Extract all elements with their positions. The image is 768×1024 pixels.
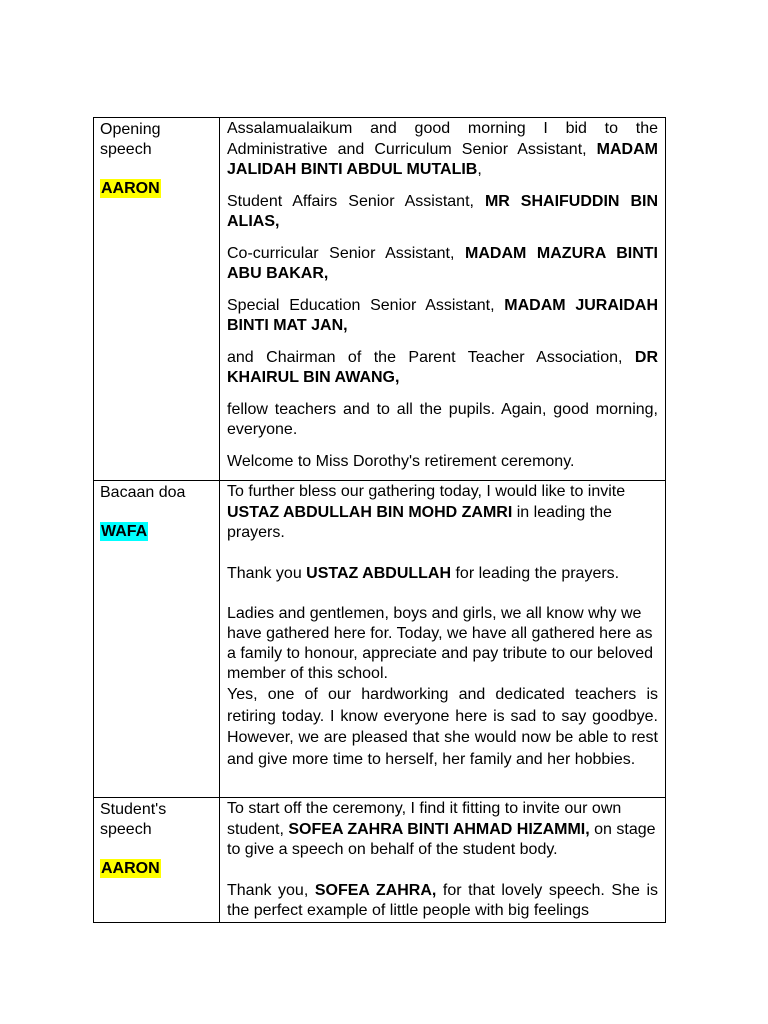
speech-paragraph: Welcome to Miss Dorothy's retirement ceremony. — [227, 452, 575, 470]
role-cell — [94, 118, 220, 481]
speaker-name: AARON — [101, 180, 160, 197]
speech-paragraph: Thank you USTAZ ABDULLAH for leading the prayers. — [227, 564, 620, 582]
speech-paragraph: Special Education Senior Assistant, MADAM JURAIDAH BINTI MAT JAN, — [227, 296, 658, 334]
speech-paragraph: Yes, one of our hardworking and dedicated teachers is retiring today. I know everyone here is sad to say goodbye. However, we are pleased that she would now be able to rest and give more time to herself, her family and her hobbies. — [227, 686, 658, 768]
role-cell — [94, 481, 220, 798]
speech-cell — [220, 798, 666, 923]
table-row — [94, 118, 666, 481]
speech-paragraph: Student Affairs Senior Assistant, MR SHAIFUDDIN BIN ALIAS, — [227, 192, 658, 230]
speech-paragraph: and Chairman of the Parent Teacher Association, DR KHAIRUL BIN AWANG, — [227, 348, 658, 386]
speech-paragraph: Thank you, SOFEA ZAHRA, for that lovely speech. She is the perfect example of little people with big feelings — [227, 881, 658, 919]
speech-paragraph: fellow teachers and to all the pupils. Again, good morning, everyone. — [227, 400, 658, 438]
role-label: Student's speech — [100, 801, 167, 838]
ceremony-script-table — [93, 117, 666, 923]
table-row — [94, 481, 666, 798]
speech-cell — [220, 118, 666, 481]
speech-paragraph: Co-curricular Senior Assistant, MADAM MAZURA BINTI ABU BAKAR, — [227, 244, 658, 282]
speaker-name: WAFA — [101, 523, 148, 540]
speech-paragraph: To start off the ceremony, I find it fitting to invite our own student, SOFEA ZAHRA BINTI AHMAD HIZAMMI, on stage to give a speech on behalf of the student body. — [227, 800, 656, 858]
role-label: Opening speech — [100, 121, 161, 158]
speech-paragraph: Ladies and gentlemen, boys and girls, we all know why we have gathered here for. Today, we have all gathered here as a family to honour, appreciate and pay tribute to our beloved member of this school. — [227, 605, 654, 682]
speech-paragraph: Assalamualaikum and good morning I bid to the Administrative and Curriculum Senior Assistant, MADAM JALIDAH BINTI ABDUL MUTALIB, — [227, 120, 658, 178]
role-label: Bacaan doa — [100, 484, 186, 501]
role-cell — [94, 798, 220, 923]
table-row — [94, 798, 666, 923]
speech-paragraph: To further bless our gathering today, I would like to invite USTAZ ABDULLAH BIN MOHD ZAMRI in leading the prayers. — [227, 483, 626, 541]
speaker-name: AARON — [101, 860, 160, 877]
speech-cell — [220, 481, 666, 798]
